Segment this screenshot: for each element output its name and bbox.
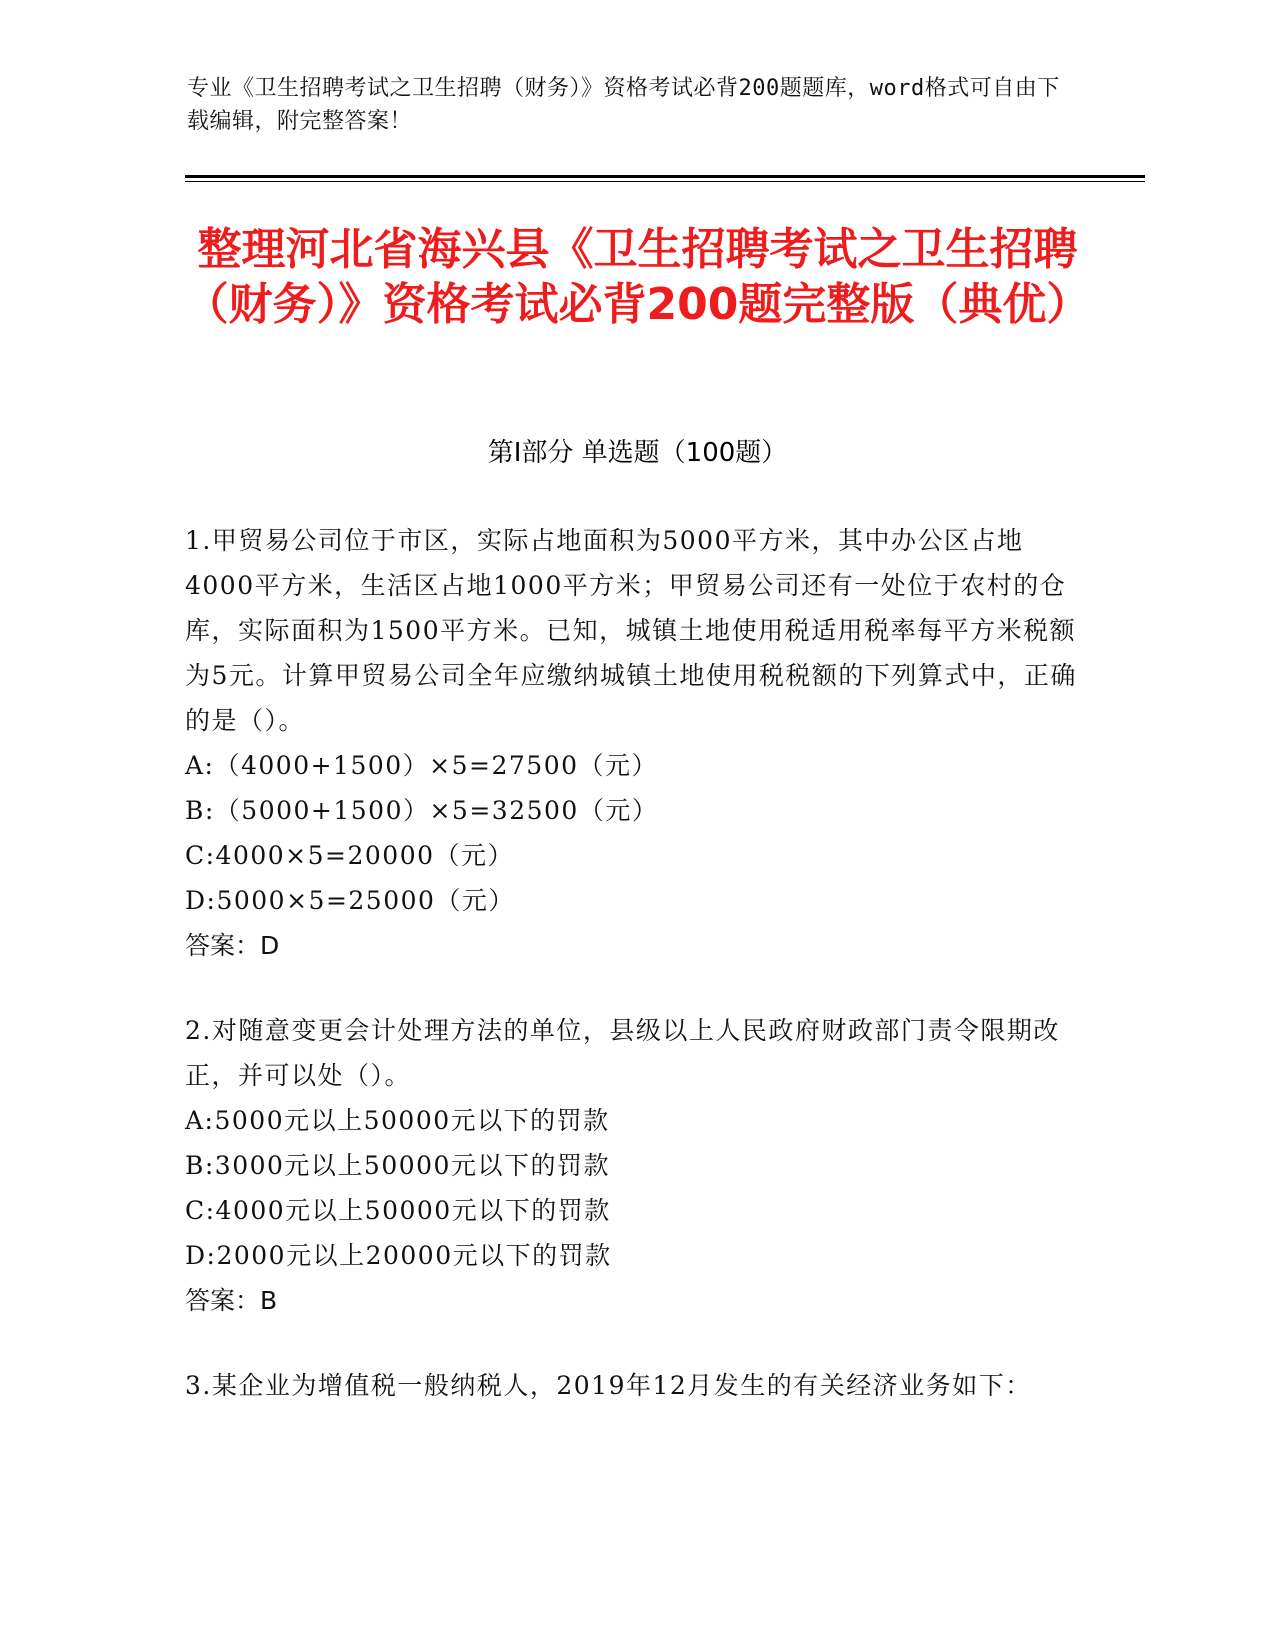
answer: 答案：B <box>185 1286 278 1315</box>
option-d: D:2000元以上20000元以下的罚款 <box>185 1241 612 1270</box>
header-rule-thick <box>185 175 1145 178</box>
question-stem: 3.某企业为增值税一般纳税人，2019年12月发生的有关经济业务如下： <box>185 1371 1032 1400</box>
document-title: 整理河北省海兴县《卫生招聘考试之卫生招聘（财务）》资格考试必背200题完整版（典优） <box>184 224 1091 330</box>
question-list <box>185 518 1090 1448</box>
question-2 <box>185 1008 1090 1323</box>
option-b: B:3000元以上50000元以下的罚款 <box>185 1151 610 1180</box>
option-a: A:5000元以上50000元以下的罚款 <box>185 1106 610 1135</box>
question-stem: 2.对随意变更会计处理方法的单位，县级以上人民政府财政部门责令限期改正，并可以处（）。 <box>185 1016 1060 1090</box>
question-stem: 1.甲贸易公司位于市区，实际占地面积为5000平方米，其中办公区占地4000平方米，生活区占地1000平方米；甲贸易公司还有一处位于农村的仓库，实际面积为1500平方米。已知，城镇土地使用税适用税率每平方米税额为5元。计算甲贸易公司全年应缴纳城镇土地使用税税额的下列算式中，正确的是（）。 <box>185 526 1077 735</box>
option-a: A:（4000+1500）×5=27500（元） <box>185 751 658 780</box>
question-1 <box>185 518 1090 968</box>
option-c: C:4000×5=20000（元） <box>185 841 515 870</box>
answer: 答案：D <box>185 931 280 960</box>
section-heading: 第Ⅰ部分 单选题（100题） <box>487 438 788 468</box>
option-c: C:4000元以上50000元以下的罚款 <box>185 1196 611 1225</box>
option-b: B:（5000+1500）×5=32500（元） <box>185 796 659 825</box>
header-rule-thin <box>185 181 1145 182</box>
header-note: 专业《卫生招聘考试之卫生招聘（财务）》资格考试必背200题题库，word格式可自由下载编辑，附完整答案！ <box>187 76 1060 134</box>
question-3 <box>185 1363 1090 1408</box>
option-d: D:5000×5=25000（元） <box>185 886 515 915</box>
